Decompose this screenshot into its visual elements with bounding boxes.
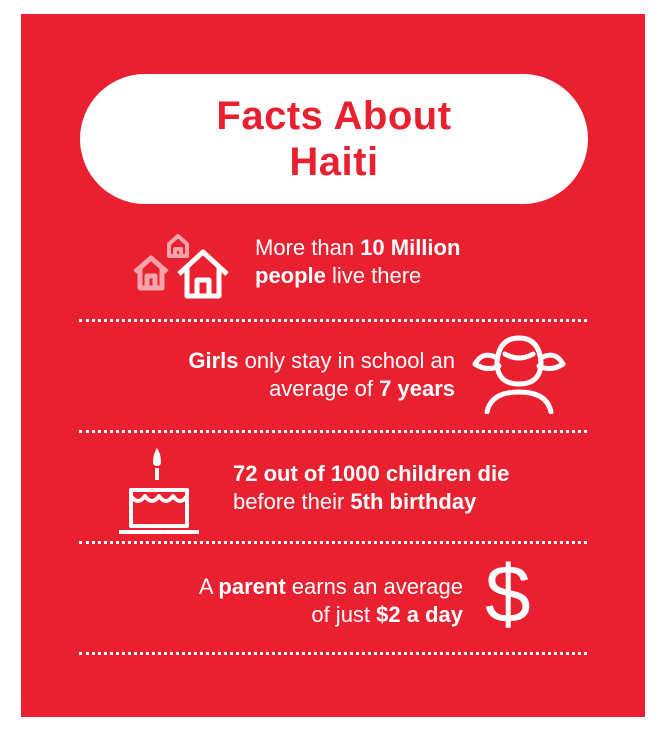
dotted-divider (79, 652, 587, 655)
dotted-divider (79, 319, 587, 322)
fact-highlight: 72 out of 1000 children die (233, 461, 510, 486)
fact-text: live there (325, 263, 422, 288)
fact-highlight: 10 Million (360, 235, 461, 260)
fact-population (255, 234, 555, 290)
dollar-icon: $ (485, 549, 531, 640)
birthday-cake-icon (115, 446, 203, 538)
dotted-divider (79, 430, 587, 433)
fact-text: before their (233, 489, 351, 514)
fact-highlight: Girls (188, 348, 239, 373)
title-line-2: Haiti (289, 140, 379, 184)
facts-card (21, 14, 645, 717)
fact-highlight: 5th birthday (350, 489, 477, 514)
fact-child-mortality (233, 460, 563, 516)
fact-parent-income (111, 573, 463, 629)
fact-highlight: 7 years (379, 376, 455, 401)
fact-text: A (198, 574, 219, 599)
fact-highlight: people (255, 263, 326, 288)
fact-text: More than (255, 235, 361, 260)
fact-text: of just (311, 602, 377, 627)
fact-highlight: $2 a day (376, 602, 463, 627)
fact-girls-school (103, 347, 455, 403)
fact-highlight: parent (218, 574, 286, 599)
dotted-divider (79, 541, 587, 544)
title-line-1: Facts About (216, 94, 452, 138)
fact-text: only stay in school an (238, 348, 455, 373)
title-pill (80, 74, 588, 204)
girl-icon (469, 332, 569, 414)
houses-icon (131, 226, 239, 306)
fact-text: earns an average (285, 574, 463, 599)
fact-text: average of (269, 376, 380, 401)
